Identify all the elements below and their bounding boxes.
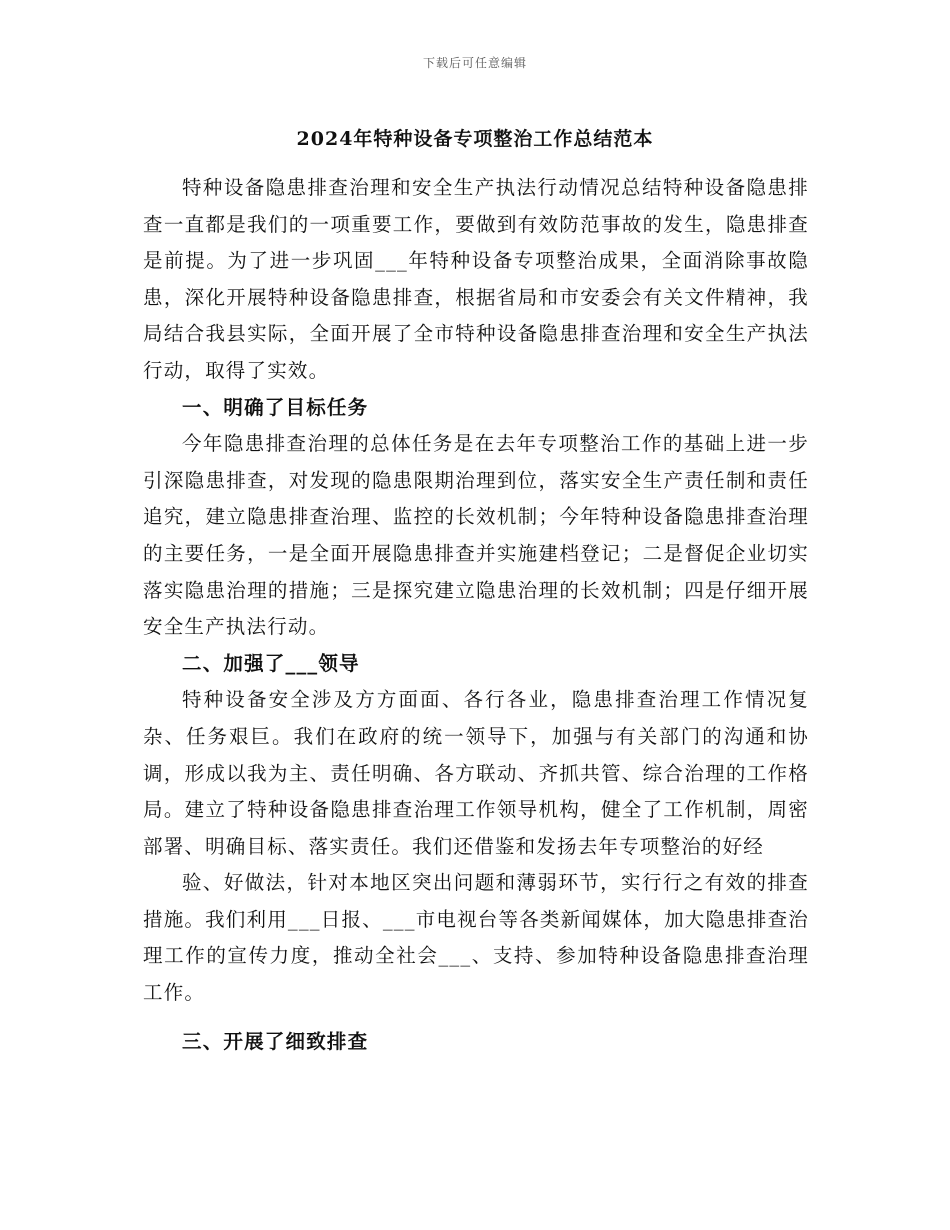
paragraph-section-1: 今年隐患排查治理的总体任务是在去年专项整治工作的基础上进一步引深隐患排查，对发现的隐患限期治理到位，落实安全生产责任制和责任追究，建立隐患排查治理、监控的长效机制；今年特种设备隐患排查治理的主要任务，一是全面开展隐患排查并实施建档登记；二是督促企业切实落实隐患治理的措施；三是探究建立隐患治理的长效机制；四是仔细开展安全生产执法行动。 (143, 432, 809, 639)
header-note: 下载后可任意编辑 (422, 56, 527, 70)
paragraph-section-2a: 特种设备安全涉及方方面面、各行各业，隐患排查治理工作情况复杂、任务艰巨。我们在政府的统一领导下，加强与有关部门的沟通和协调，形成以我为主、责任明确、各方联动、齐抓共管、综合治理的工作格局。建立了特种设备隐患排查治理工作领导机构，健全了工作机制，周密部署、明确目标、落实责任。我们还借鉴和发扬去年专项整治的好经 (143, 688, 809, 858)
section-heading-2: 二、加强了___领导 (182, 651, 360, 675)
paragraph-intro: 特种设备隐患排查治理和安全生产执法行动情况总结特种设备隐患排查一直都是我们的一项重要工作，要做到有效防范事故的发生，隐患排查是前提。为了进一步巩固___年特种设备专项整治成果，全面消除事故隐患，深化开展特种设备隐患排查，根据省局和市安委会有关文件精神，我局结合我县实际，全面开展了全市特种设备隐患排查治理和安全生产执法行动，取得了实效。 (143, 176, 809, 382)
section-heading-1: 一、明确了目标任务 (182, 395, 369, 419)
paragraph-section-2b: 验、好做法，针对本地区突出问题和薄弱环节，实行行之有效的排查措施。我们利用___日报、___市电视台等各类新闻媒体，加大隐患排查治理工作的宣传力度，推动全社会___、支持、参加特种设备隐患排查治理工作。 (143, 871, 810, 1005)
document-body (143, 170, 809, 1060)
section-heading-3: 三、开展了细致排查 (182, 1029, 369, 1053)
document-title: 2024年特种设备专项整治工作总结范本 (296, 128, 654, 150)
